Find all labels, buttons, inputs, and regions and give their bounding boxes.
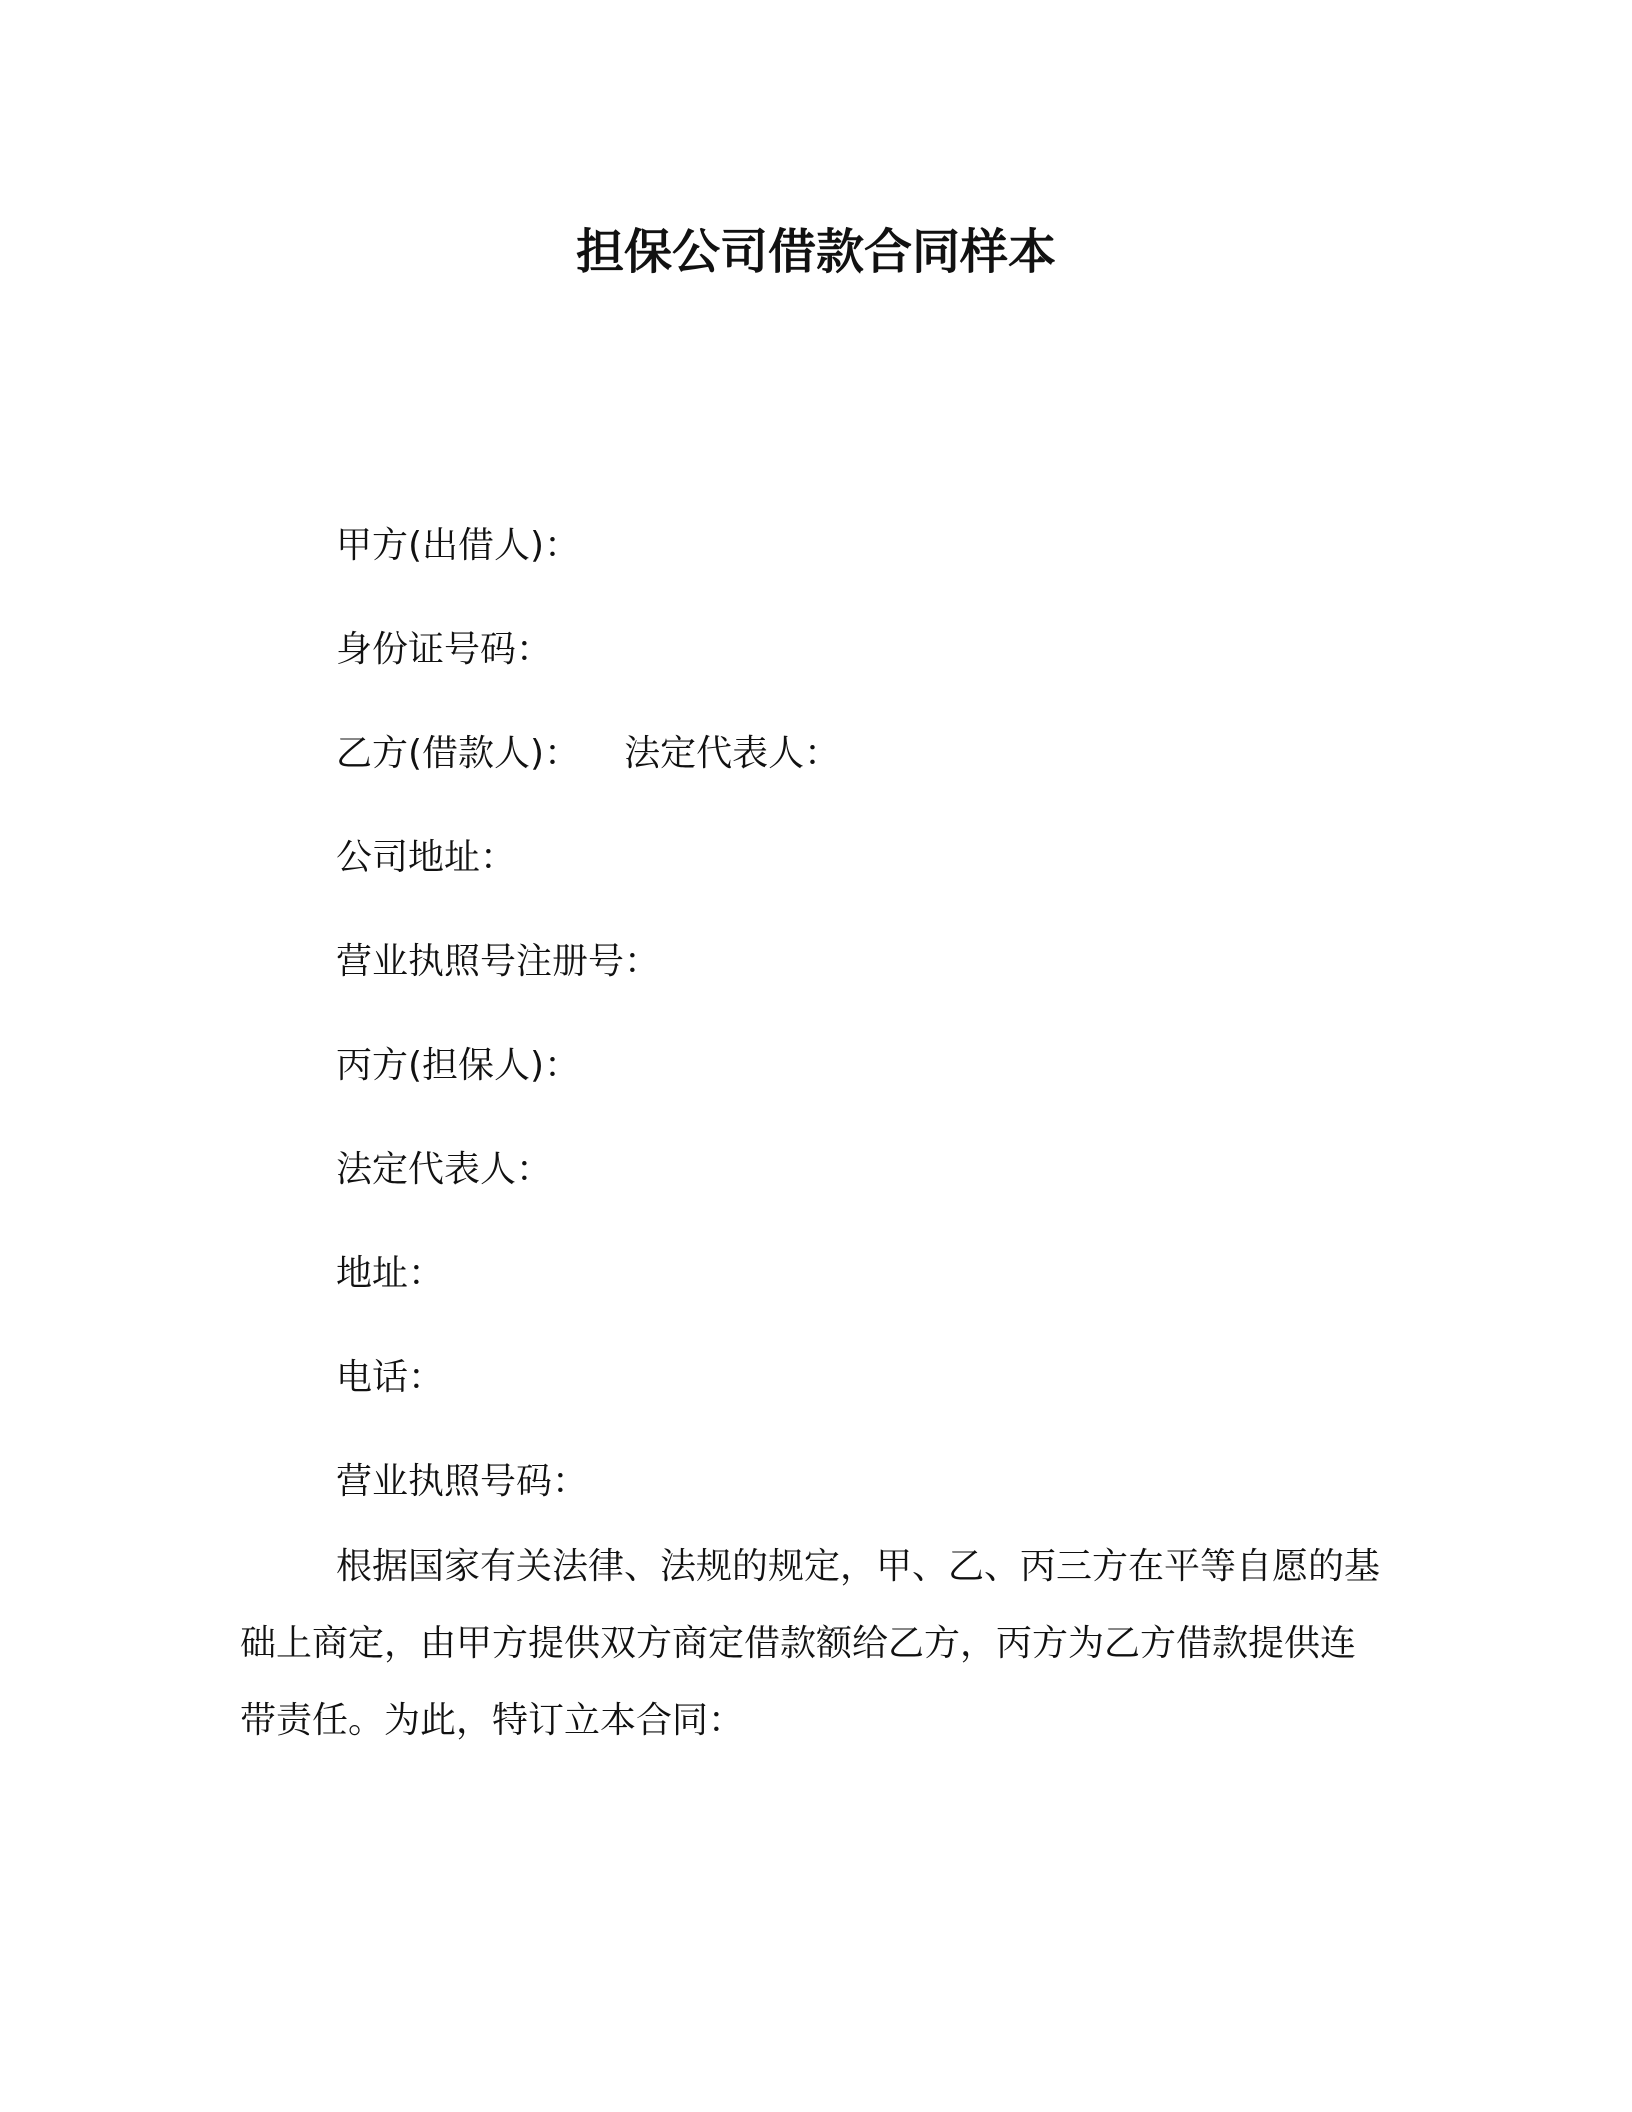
field-business-license-reg xyxy=(336,910,1436,1014)
field-guarantor xyxy=(336,1014,1436,1118)
field-label: 法定代表人： xyxy=(336,1149,553,1190)
document-title: 担保公司借款合同样本 xyxy=(575,224,1056,280)
field-borrower xyxy=(336,702,1436,806)
field-label: 丙方(担保人)： xyxy=(336,1045,581,1086)
field-legal-rep xyxy=(336,1118,1436,1222)
preamble-paragraph: 根据国家有关法律、法规的规定，甲、乙、丙三方在平等自愿的基础上商定，由甲方提供双方商定借款额给乙方，丙方为乙方借款提供连带责任。为此，特订立本合同： xyxy=(240,1546,1381,1741)
field-legal-rep-label: 法定代表人： xyxy=(624,733,841,774)
field-business-license-number xyxy=(336,1430,1436,1534)
field-label: 公司地址： xyxy=(336,837,517,878)
field-label: 身份证号码： xyxy=(336,629,553,670)
party-fields xyxy=(336,494,1436,1534)
field-label: 营业执照号码： xyxy=(336,1461,589,1502)
field-label: 乙方(借款人)： xyxy=(336,733,581,774)
field-phone xyxy=(336,1326,1436,1430)
field-label: 营业执照号注册号： xyxy=(336,941,661,982)
field-lender xyxy=(336,494,1436,598)
field-company-address xyxy=(336,806,1436,910)
field-id-number xyxy=(336,598,1436,702)
field-label: 甲方(出借人)： xyxy=(336,525,581,566)
field-address xyxy=(336,1222,1436,1326)
field-label: 电话： xyxy=(336,1357,445,1398)
field-label: 地址： xyxy=(336,1253,445,1294)
